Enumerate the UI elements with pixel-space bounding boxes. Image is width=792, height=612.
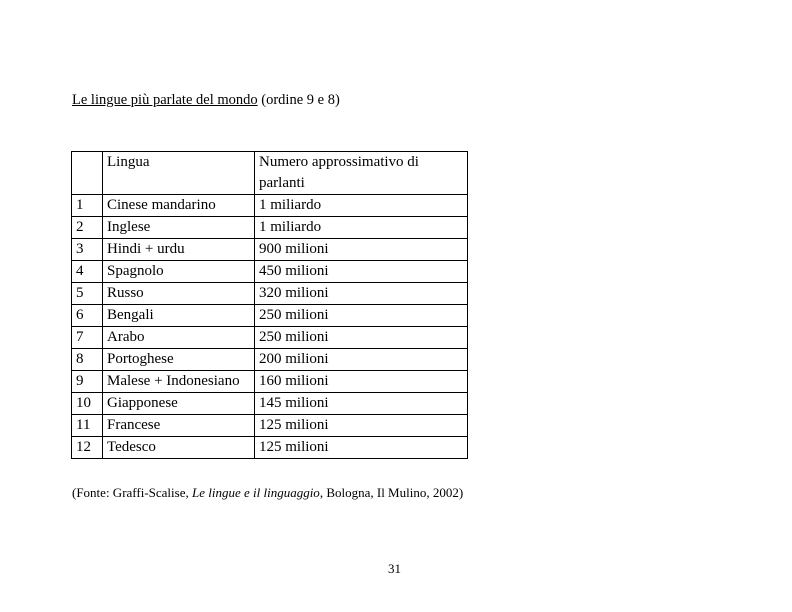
row-num: 3: [72, 239, 103, 261]
row-language: Malese + Indonesiano: [103, 371, 255, 393]
row-speakers: 125 milioni: [255, 437, 468, 459]
row-speakers: 1 miliardo: [255, 195, 468, 217]
row-num: 10: [72, 393, 103, 415]
page-number: 31: [388, 561, 401, 576]
source-prefix: (Fonte: Graffi-Scalise,: [72, 485, 192, 500]
row-num: 5: [72, 283, 103, 305]
row-language: Cinese mandarino: [103, 195, 255, 217]
row-speakers: 250 milioni: [255, 327, 468, 349]
header-language: Lingua: [103, 152, 255, 195]
row-speakers: 900 milioni: [255, 239, 468, 261]
row-language: Portoghese: [103, 349, 255, 371]
row-speakers: 250 milioni: [255, 305, 468, 327]
row-language: Tedesco: [103, 437, 255, 459]
row-language: Russo: [103, 283, 255, 305]
row-language: Giapponese: [103, 393, 255, 415]
row-speakers: 145 milioni: [255, 393, 468, 415]
row-language: Hindi + urdu: [103, 239, 255, 261]
row-speakers: 200 milioni: [255, 349, 468, 371]
row-language: Spagnolo: [103, 261, 255, 283]
table-row: [72, 327, 468, 349]
row-num: 9: [72, 371, 103, 393]
row-speakers: 450 milioni: [255, 261, 468, 283]
table-row: [72, 437, 468, 459]
row-speakers: 1 miliardo: [255, 217, 468, 239]
row-num: 11: [72, 415, 103, 437]
table-row: [72, 239, 468, 261]
row-speakers: 160 milioni: [255, 371, 468, 393]
table-header-row: [72, 152, 468, 195]
source-book-title: Le lingue e il linguaggio: [191, 485, 320, 500]
title-underlined: Le lingue più parlate del mondo: [72, 92, 258, 108]
row-language: Bengali: [103, 305, 255, 327]
table-row: [72, 415, 468, 437]
header-speakers: Numero approssimativo di parlanti: [255, 152, 468, 195]
page-title: [72, 92, 340, 109]
source-citation: [72, 485, 463, 501]
table-row: [72, 261, 468, 283]
row-num: 2: [72, 217, 103, 239]
title-rest: (ordine 9 e 8): [257, 92, 340, 108]
table-row: [72, 393, 468, 415]
row-num: 12: [72, 437, 103, 459]
table-row: [72, 283, 468, 305]
row-language: Francese: [103, 415, 255, 437]
table-row: [72, 195, 468, 217]
row-num: 6: [72, 305, 103, 327]
table-row: [72, 371, 468, 393]
row-language: Inglese: [103, 217, 255, 239]
row-speakers: 320 milioni: [255, 283, 468, 305]
row-num: 8: [72, 349, 103, 371]
table-row: [72, 349, 468, 371]
table-row: [72, 305, 468, 327]
table-row: [72, 217, 468, 239]
row-language: Arabo: [103, 327, 255, 349]
source-suffix: , Bologna, Il Mulino, 2002): [319, 485, 464, 500]
header-num: [72, 152, 103, 195]
row-speakers: 125 milioni: [255, 415, 468, 437]
row-num: 4: [72, 261, 103, 283]
languages-table: [71, 151, 468, 459]
row-num: 7: [72, 327, 103, 349]
row-num: 1: [72, 195, 103, 217]
